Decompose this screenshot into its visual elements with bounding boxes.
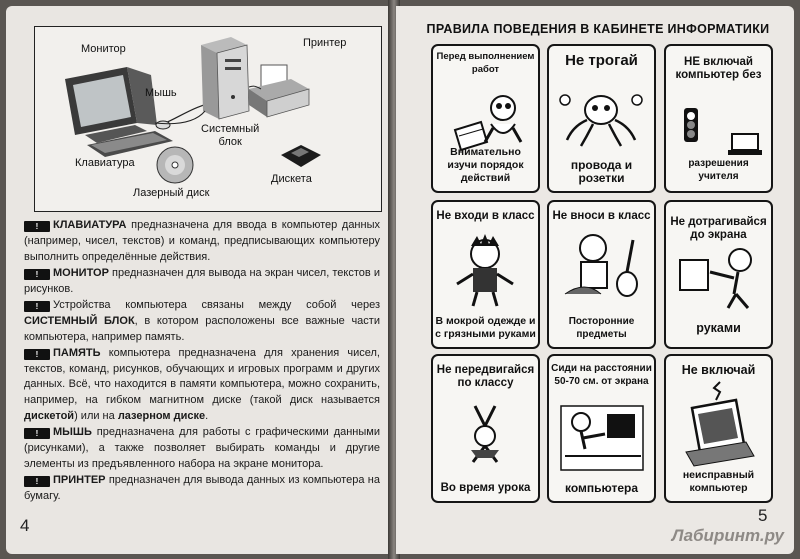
rule-card-9-top: Не включай — [681, 363, 756, 377]
rule-card-1-bottom: Внимательно изучи порядок действий — [447, 146, 524, 184]
rule-card-6-top: Не дотрагивайся до экрана — [670, 216, 767, 241]
attention-icon: ! — [24, 349, 50, 360]
right-page — [396, 6, 794, 554]
rules-title: ПРАВИЛА ПОВЕДЕНИЯ В КАБИНЕТЕ ИНФОРМАТИКИ — [426, 22, 770, 36]
laser-disk-icon — [157, 147, 193, 183]
printer-label: Принтер — [303, 37, 347, 49]
attention-icon: ! — [24, 428, 50, 439]
system-unit-label: Системный блок — [201, 123, 260, 148]
rule-card-1-top: Перед выполнением работ — [436, 51, 535, 75]
rule-card-7-bottom: Во время урока — [440, 482, 531, 494]
rule-card-6 — [664, 200, 773, 349]
paragraph-memory: ! ПАМЯТЬ компьютера предназначена для хранения чисел, текстов, команд, рисунков, обучающих и игровых программ и других данных. Всё, что находится в памяти компьютера, можно сохранить, например, на гибком магнитном диске (такой диск называется дискетой) или на лазерном диске. — [24, 346, 380, 423]
rule-card-3 — [664, 44, 773, 193]
rule-card-1 — [431, 44, 540, 193]
rule-card-4-bottom: В мокрой одежде и с грязными руками — [435, 315, 536, 340]
monitor-icon — [65, 67, 157, 143]
rule-card-6-bottom: руками — [696, 321, 741, 335]
attention-icon: ! — [24, 221, 50, 232]
rule-card-2-top: Не трогай — [565, 52, 638, 69]
paragraph-monitor: ! МОНИТОР предназначен для вывода на экран чисел, текстов и рисунков. — [24, 266, 380, 295]
paragraph-mouse: ! МЫШЬ предназначена для работы с графическими данными (рисунками), а также позволяет выбирать команды и другие элементы из предъявленного набора на экране монитора. — [24, 426, 380, 470]
rule-card-9 — [664, 354, 773, 503]
rule-card-2-bottom: провода и розетки — [570, 158, 633, 185]
rule-card-4-top: Не входи в класс — [436, 210, 535, 222]
devices-description — [24, 218, 380, 505]
attention-icon: ! — [24, 476, 50, 487]
keyboard-label: Клавиатура — [75, 157, 135, 169]
rule-card-9-bottom: неисправный компьютер — [682, 469, 755, 494]
laser-disk-label: Лазерный диск — [133, 187, 210, 199]
rule-card-5 — [547, 200, 656, 349]
page-number-left: 4 — [20, 516, 30, 535]
mouse-label: Мышь — [145, 87, 177, 99]
rule-card-8-bottom: компьютера — [564, 481, 639, 495]
attention-icon: ! — [24, 301, 50, 312]
diskette-label: Дискета — [271, 173, 312, 185]
rule-card-2 — [547, 44, 656, 193]
diskette-icon — [281, 145, 321, 167]
labirint-watermark: Лабиринт.ру — [671, 526, 784, 545]
rule-card-3-top: НЕ включай компьютер без — [675, 56, 762, 81]
rule-card-7 — [431, 354, 540, 503]
paragraph-keyboard: ! КЛАВИАТУРА предназначена для ввода в компьютер данных (например, чисел, текстов) и команд, предписывающих компьютеру выполнить определённые действия. — [24, 219, 380, 263]
rule-card-3-bottom: разрешения учителя — [688, 158, 749, 182]
monitor-label: Монитор — [81, 43, 126, 55]
computer-devices-figure — [34, 26, 382, 212]
rule-card-5-bottom: Посторонние предметы — [568, 316, 635, 340]
rule-card-8-top: Сиди на расстоянии 50-70 см. от экрана — [551, 363, 652, 387]
rule-card-5-top: Не вноси в класс — [552, 210, 651, 222]
left-page — [6, 6, 390, 554]
printer-icon — [249, 65, 309, 117]
system-unit-icon — [201, 37, 249, 119]
paragraph-system-unit: ! Устройства компьютера связаны между собой через СИСТЕМНЫЙ БЛОК, в котором расположены все важные части компьютера, например память. — [24, 298, 380, 343]
page-number-right: 5 — [758, 506, 768, 525]
paragraph-printer: ! ПРИНТЕР предназначен для вывода данных из компьютера на бумагу. — [24, 474, 380, 503]
rule-card-7-top: Не передвигайся по классу — [436, 364, 535, 389]
attention-icon: ! — [24, 269, 50, 280]
rule-card-4 — [431, 200, 540, 349]
rule-card-8 — [547, 354, 656, 503]
